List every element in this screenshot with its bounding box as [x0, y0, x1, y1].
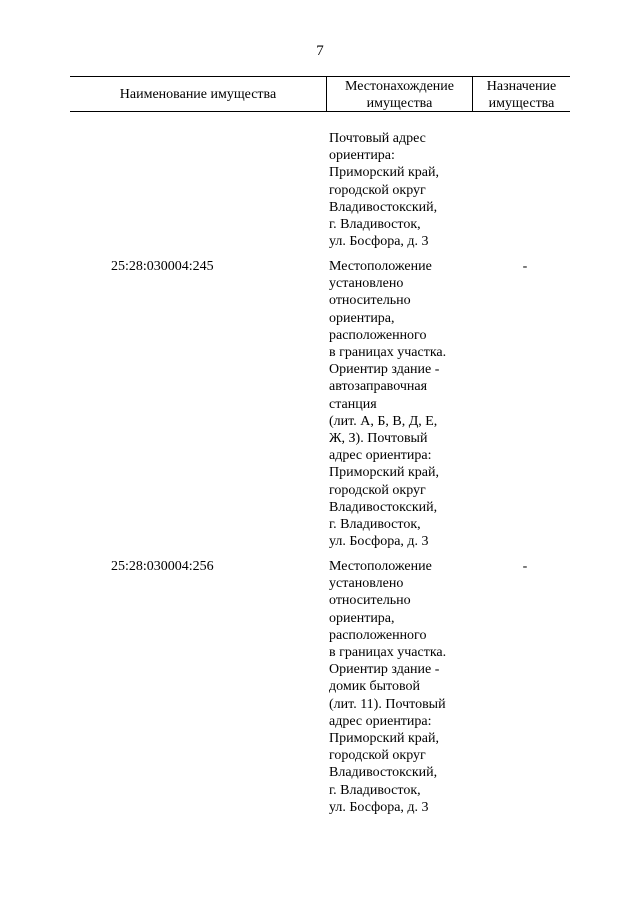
row-0-location: Почтовый адрес ориентира: Приморский край, городской округ Владивостокский, г. Владивосток, ул. Босфора, д. 3 [329, 131, 439, 250]
row-1-name: 25:28:030004:245 [111, 259, 214, 274]
row-2-name: 25:28:030004:256 [111, 559, 214, 574]
page-number: 7 [316, 43, 324, 59]
header-name: Наименование имущества [119, 87, 277, 102]
row-2-purpose: - [522, 559, 528, 574]
row-1-purpose: - [522, 259, 528, 274]
table-top-border [70, 76, 570, 77]
row-2-location: Местоположение установлено относительно ориентира, расположенного в границах участка. Ориентир здание - домик бытовой (лит. 11). Почтовый адрес ориентира: Приморский край, городской округ Владивостокский, г. Владивосток, ул. Босфора, д. 3 [329, 559, 447, 815]
row-1-location: Местоположение установлено относительно ориентира, расположенного в границах участка. Ориентир здание - автозаправочная станция (лит. А, Б, В, Д, Е, Ж, З). Почтовый адрес ориентира: Приморский край, городской округ Владивостокский, г. Владивосток, ул. Босфора, д. 3 [329, 259, 447, 550]
header-purpose: Назначение имущества [486, 79, 557, 111]
header-location: Местонахождение имущества [344, 79, 454, 111]
